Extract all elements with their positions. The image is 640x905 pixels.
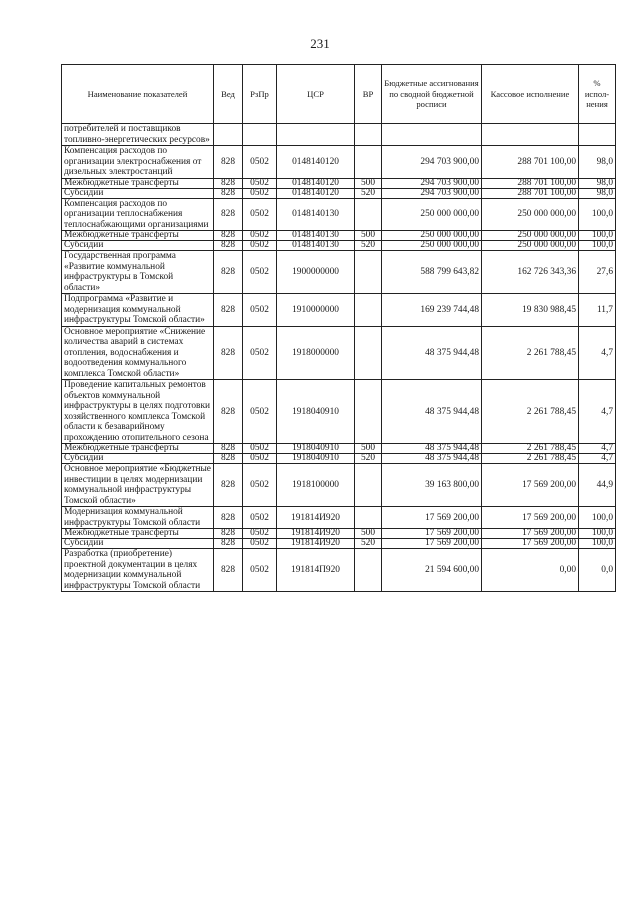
row-vr — [355, 251, 382, 294]
row-vr — [355, 146, 382, 179]
table-row — [62, 539, 616, 549]
row-budget: 48 375 944,48 — [382, 380, 482, 444]
row-cash: 288 701 100,00 — [482, 188, 579, 198]
header-percent: % испол-нения — [579, 65, 616, 124]
table-row — [62, 294, 616, 327]
row-rzpr: 0502 — [243, 178, 277, 188]
row-budget: 39 163 800,00 — [382, 464, 482, 507]
header-rzpr: РзПр — [243, 65, 277, 124]
row-ved: 828 — [214, 146, 243, 179]
row-cash: 17 569 200,00 — [482, 507, 579, 529]
row-rzpr: 0502 — [243, 294, 277, 327]
row-name: Компенсация расходов по организации теплоснабжения теплоснабжающими организациями — [62, 198, 214, 231]
row-cash: 2 261 788,45 — [482, 454, 579, 464]
row-cash: 250 000 000,00 — [482, 241, 579, 251]
row-csr: 1918040910 — [277, 380, 355, 444]
row-budget: 21 594 600,00 — [382, 549, 482, 592]
row-percent: 4,7 — [579, 454, 616, 464]
row-name: Подпрограмма «Развитие и модернизация коммунальной инфраструктуры Томской области» — [62, 294, 214, 327]
row-cash: 17 569 200,00 — [482, 539, 579, 549]
row-vr: 520 — [355, 539, 382, 549]
row-ved: 828 — [214, 539, 243, 549]
row-csr: 1910000000 — [277, 294, 355, 327]
row-cash: 288 701 100,00 — [482, 178, 579, 188]
row-vr — [355, 326, 382, 380]
header-cash: Кассовое исполнение — [482, 65, 579, 124]
table-row — [62, 444, 616, 454]
row-percent: 44,9 — [579, 464, 616, 507]
table-row — [62, 124, 616, 146]
row-ved: 828 — [214, 241, 243, 251]
row-name: Государственная программа «Развитие коммунальной инфраструктуры в Томской области» — [62, 251, 214, 294]
row-ved: 828 — [214, 380, 243, 444]
table-row — [62, 251, 616, 294]
row-name: Межбюджетные трансферты — [62, 529, 214, 539]
row-vr — [355, 124, 382, 146]
row-percent: 100,0 — [579, 529, 616, 539]
row-rzpr: 0502 — [243, 539, 277, 549]
row-budget: 169 239 744,48 — [382, 294, 482, 327]
row-csr: 1918100000 — [277, 464, 355, 507]
row-rzpr: 0502 — [243, 380, 277, 444]
row-rzpr: 0502 — [243, 326, 277, 380]
row-vr: 500 — [355, 178, 382, 188]
table-row — [62, 241, 616, 251]
row-csr: 191814И920 — [277, 539, 355, 549]
row-csr: 1918000000 — [277, 326, 355, 380]
row-rzpr: 0502 — [243, 529, 277, 539]
row-budget: 250 000 000,00 — [382, 198, 482, 231]
row-vr — [355, 507, 382, 529]
row-name: Разработка (приобретение) проектной документации в целях модернизации коммунальной инфраструктуры Томской области — [62, 549, 214, 592]
row-name: Субсидии — [62, 539, 214, 549]
table-row — [62, 507, 616, 529]
row-name: Межбюджетные трансферты — [62, 231, 214, 241]
row-percent: 100,0 — [579, 507, 616, 529]
row-ved: 828 — [214, 507, 243, 529]
row-rzpr: 0502 — [243, 251, 277, 294]
row-rzpr — [243, 124, 277, 146]
row-csr: 1918040910 — [277, 454, 355, 464]
header-vr: ВР — [355, 65, 382, 124]
row-name: Субсидии — [62, 188, 214, 198]
row-name: Субсидии — [62, 241, 214, 251]
row-budget: 250 000 000,00 — [382, 241, 482, 251]
row-cash: 288 701 100,00 — [482, 146, 579, 179]
row-cash: 250 000 000,00 — [482, 198, 579, 231]
row-vr: 520 — [355, 241, 382, 251]
row-budget: 17 569 200,00 — [382, 507, 482, 529]
row-csr: 0148140130 — [277, 231, 355, 241]
row-cash: 250 000 000,00 — [482, 231, 579, 241]
row-percent: 98,0 — [579, 178, 616, 188]
row-percent: 98,0 — [579, 146, 616, 179]
row-csr: 0148140130 — [277, 198, 355, 231]
row-rzpr: 0502 — [243, 188, 277, 198]
row-cash: 17 569 200,00 — [482, 464, 579, 507]
row-name: потребителей и поставщиков топливно-энергетических ресурсов» — [62, 124, 214, 146]
row-name: Субсидии — [62, 454, 214, 464]
row-vr: 500 — [355, 529, 382, 539]
row-csr: 0148140120 — [277, 146, 355, 179]
row-csr: 191814П920 — [277, 549, 355, 592]
row-cash: 162 726 343,36 — [482, 251, 579, 294]
table-row — [62, 549, 616, 592]
row-budget: 17 569 200,00 — [382, 529, 482, 539]
row-ved: 828 — [214, 188, 243, 198]
row-budget: 294 703 900,00 — [382, 178, 482, 188]
row-rzpr: 0502 — [243, 454, 277, 464]
row-vr: 500 — [355, 231, 382, 241]
row-ved: 828 — [214, 549, 243, 592]
row-budget: 48 375 944,48 — [382, 326, 482, 380]
row-cash — [482, 124, 579, 146]
row-name: Основное мероприятие «Бюджетные инвестиции в целях модернизации коммунальной инфраструктуры Томской области» — [62, 464, 214, 507]
row-name: Компенсация расходов по организации электроснабжения от дизельных электростанций — [62, 146, 214, 179]
row-ved: 828 — [214, 251, 243, 294]
row-budget: 294 703 900,00 — [382, 188, 482, 198]
row-csr: 0148140120 — [277, 188, 355, 198]
row-ved: 828 — [214, 444, 243, 454]
table-row — [62, 231, 616, 241]
row-cash: 2 261 788,45 — [482, 444, 579, 454]
row-budget: 250 000 000,00 — [382, 231, 482, 241]
header-budget: Бюджетные ассигнования по сводной бюджетной росписи — [382, 65, 482, 124]
row-csr: 191814И920 — [277, 507, 355, 529]
budget-execution-table — [61, 64, 616, 592]
row-cash: 0,00 — [482, 549, 579, 592]
row-vr: 520 — [355, 454, 382, 464]
row-vr — [355, 549, 382, 592]
row-cash: 2 261 788,45 — [482, 326, 579, 380]
table-row — [62, 198, 616, 231]
row-ved: 828 — [214, 454, 243, 464]
row-budget: 588 799 643,82 — [382, 251, 482, 294]
table-row — [62, 188, 616, 198]
row-ved: 828 — [214, 231, 243, 241]
row-vr — [355, 294, 382, 327]
row-percent: 4,7 — [579, 444, 616, 454]
row-rzpr: 0502 — [243, 241, 277, 251]
row-rzpr: 0502 — [243, 549, 277, 592]
row-rzpr: 0502 — [243, 507, 277, 529]
row-budget: 17 569 200,00 — [382, 539, 482, 549]
row-percent: 100,0 — [579, 539, 616, 549]
row-vr — [355, 198, 382, 231]
row-csr — [277, 124, 355, 146]
row-rzpr: 0502 — [243, 198, 277, 231]
row-csr: 191814И920 — [277, 529, 355, 539]
row-name: Модернизация коммунальной инфраструктуры Томской области — [62, 507, 214, 529]
row-name: Проведение капитальных ремонтов объектов коммунальной инфраструктуры в целях подготовки хозяйственного комплекса Томской области к безаварийному прохождению отопительного сезона — [62, 380, 214, 444]
row-name: Основное мероприятие «Снижение количества аварий в системах отопления, водоснабжения и водоотведения коммунального комплекса Томской области» — [62, 326, 214, 380]
row-percent: 27,6 — [579, 251, 616, 294]
row-vr — [355, 380, 382, 444]
row-budget: 294 703 900,00 — [382, 146, 482, 179]
row-vr: 520 — [355, 188, 382, 198]
row-ved: 828 — [214, 326, 243, 380]
row-percent: 0,0 — [579, 549, 616, 592]
row-budget: 48 375 944,48 — [382, 444, 482, 454]
row-percent: 4,7 — [579, 326, 616, 380]
header-name: Наименование показателей — [62, 65, 214, 124]
row-vr — [355, 464, 382, 507]
row-ved: 828 — [214, 529, 243, 539]
row-cash: 17 569 200,00 — [482, 529, 579, 539]
row-ved: 828 — [214, 294, 243, 327]
row-percent: 98,0 — [579, 188, 616, 198]
row-ved: 828 — [214, 178, 243, 188]
row-cash: 19 830 988,45 — [482, 294, 579, 327]
row-percent: 100,0 — [579, 231, 616, 241]
row-ved: 828 — [214, 198, 243, 231]
row-budget: 48 375 944,48 — [382, 454, 482, 464]
row-budget — [382, 124, 482, 146]
row-csr: 1900000000 — [277, 251, 355, 294]
row-vr: 500 — [355, 444, 382, 454]
table-row — [62, 454, 616, 464]
row-percent — [579, 124, 616, 146]
row-percent: 4,7 — [579, 380, 616, 444]
row-rzpr: 0502 — [243, 444, 277, 454]
page-number: 231 — [310, 36, 330, 51]
row-rzpr: 0502 — [243, 231, 277, 241]
table-row — [62, 529, 616, 539]
row-csr: 0148140130 — [277, 241, 355, 251]
table-row — [62, 326, 616, 380]
row-csr: 0148140120 — [277, 178, 355, 188]
header-ved: Вед — [214, 65, 243, 124]
row-name: Межбюджетные трансферты — [62, 178, 214, 188]
table-row — [62, 380, 616, 444]
row-percent: 11,7 — [579, 294, 616, 327]
row-rzpr: 0502 — [243, 464, 277, 507]
table-row — [62, 146, 616, 179]
row-percent: 100,0 — [579, 241, 616, 251]
row-rzpr: 0502 — [243, 146, 277, 179]
row-ved: 828 — [214, 464, 243, 507]
row-cash: 2 261 788,45 — [482, 380, 579, 444]
row-ved — [214, 124, 243, 146]
row-name: Межбюджетные трансферты — [62, 444, 214, 454]
table-header-row — [62, 65, 616, 124]
row-percent: 100,0 — [579, 198, 616, 231]
row-csr: 1918040910 — [277, 444, 355, 454]
table-row — [62, 464, 616, 507]
table-row — [62, 178, 616, 188]
header-csr: ЦСР — [277, 65, 355, 124]
